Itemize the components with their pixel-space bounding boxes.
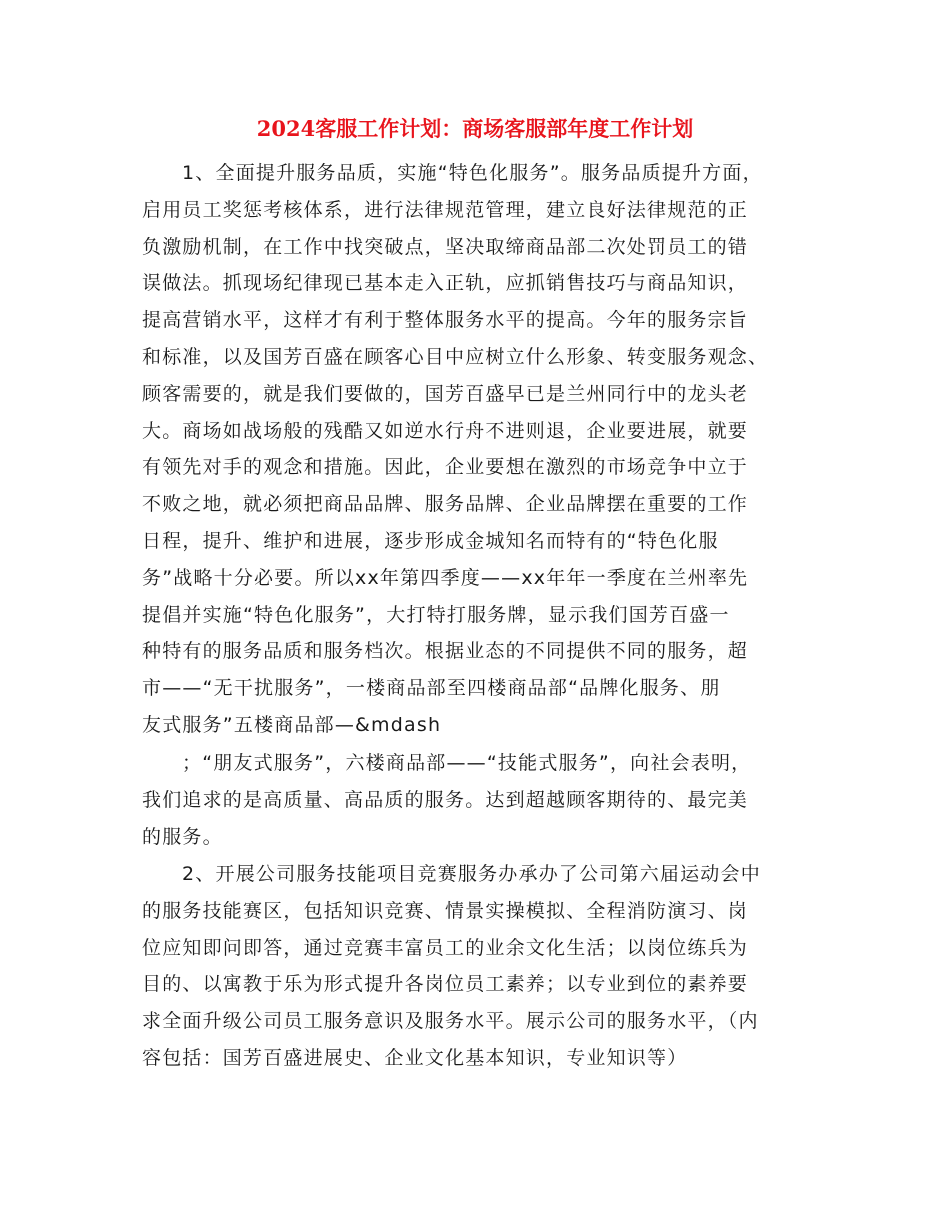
text-line: 提倡并实施“特色化服务”，大打特打服务牌，显示我们国芳百盛一 xyxy=(142,603,730,626)
text-line: 大。商场如战场般的残酷又如逆水行舟不进则退，企业要进展，就要 xyxy=(142,419,749,442)
paragraph-3 xyxy=(142,856,842,1077)
paragraph-2 xyxy=(142,745,842,855)
text-line: 日程，提升、维护和进展，逐步形成金城知名而特有的“特色化服 xyxy=(142,529,719,552)
text-line: ；“朋友式服务”，六楼商品部——“技能式服务”，向社会表明， xyxy=(182,752,752,774)
text-line: 误做法。抓现场纪律现已基本走入正轨，应抓销售技巧与商品知识， xyxy=(142,272,749,295)
text-line: 市——“无干扰服务”，一楼商品部至四楼商品部“品牌化服务、朋 xyxy=(142,677,721,700)
text-line: 2、开展公司服务技能项目竞赛服务办承办了公司第六届运动会中 xyxy=(182,863,761,885)
text-line: 提高营销水平，这样才有利于整体服务水平的提高。今年的服务宗旨 xyxy=(142,309,749,332)
text-line: 位应知即问即答，通过竞赛丰富员工的业余文化生活；以岗位练兵为 xyxy=(142,936,749,959)
paragraph-1 xyxy=(142,155,842,744)
document-title: 2024客服工作计划：商场客服部年度工作计划 xyxy=(256,116,694,141)
text-line: 不败之地，就必须把商品品牌、服务品牌、企业品牌摆在重要的工作 xyxy=(142,493,749,516)
text-line: 务”战略十分必要。所以xx年第四季度——xx年年一季度在兰州率先 xyxy=(142,566,749,589)
text-line: 启用员工奖惩考核体系，进行法律规范管理，建立良好法律规范的正 xyxy=(142,198,749,221)
text-line: 有领先对手的观念和措施。因此，企业要想在激烈的市场竞争中立于 xyxy=(142,456,749,479)
text-line: 的服务技能赛区，包括知识竞赛、情景实操模拟、全程消防演习、岗 xyxy=(142,899,749,922)
text-line: 种特有的服务品质和服务档次。根据业态的不同提供不同的服务，超 xyxy=(142,640,749,663)
text-line: 和标准，以及国芳百盛在顾客心目中应树立什么形象、转变服务观念、 xyxy=(142,345,769,368)
text-line: 负激励机制，在工作中找突破点，坚决取缔商品部二次处罚员工的错 xyxy=(142,235,749,258)
text-line: 目的、以寓教于乐为形式提升各岗位员工素养；以专业到位的素养要 xyxy=(142,973,749,996)
text-line: 1、全面提升服务品质，实施“特色化服务”。服务品质提升方面， xyxy=(182,162,763,184)
text-line: 顾客需要的，就是我们要做的，国芳百盛早已是兰州同行中的龙头老 xyxy=(142,382,749,405)
text-line: 求全面升级公司员工服务意识及服务水平。展示公司的服务水平，（内 xyxy=(142,1010,759,1033)
text-line: 友式服务”五楼商品部—&mdash xyxy=(142,713,442,736)
text-line: 我们追求的是高质量、高品质的服务。达到超越顾客期待的、最完美 xyxy=(142,788,749,811)
text-line: 容包括：国芳百盛进展史、企业文化基本知识，专业知识等） xyxy=(142,1046,688,1069)
text-line: 的服务。 xyxy=(142,825,223,848)
